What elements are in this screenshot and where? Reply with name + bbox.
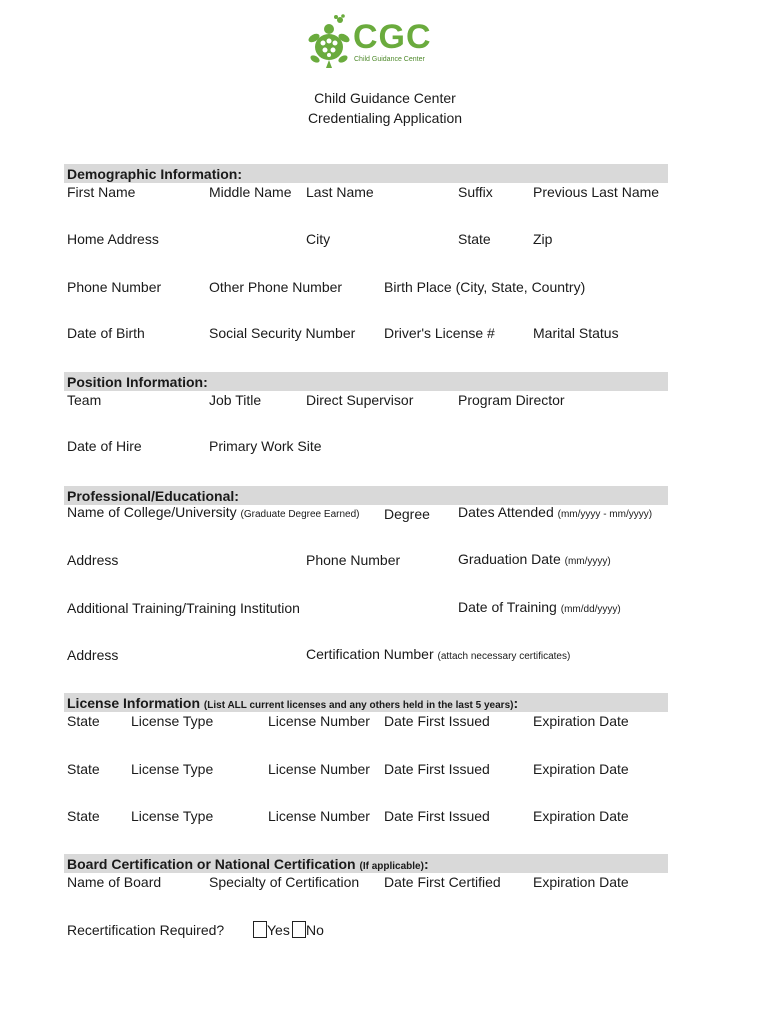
suffix-label: Suffix bbox=[458, 184, 493, 200]
home-address-label: Home Address bbox=[67, 231, 159, 247]
license-title-note: (List ALL current licenses and any others held in the last 5 years) bbox=[203, 700, 514, 711]
date-of-birth-label: Date of Birth bbox=[67, 325, 145, 341]
license-type-label: License Type bbox=[131, 761, 214, 777]
section-title-professional: Professional/Educational: bbox=[67, 488, 239, 504]
team-label: Team bbox=[67, 392, 102, 408]
license-type-label: License Type bbox=[131, 808, 214, 824]
section-title-board bbox=[67, 856, 429, 875]
direct-supervisor-label: Direct Supervisor bbox=[306, 392, 414, 408]
license-number-label: License Number bbox=[268, 713, 370, 729]
other-phone-label: Other Phone Number bbox=[209, 279, 343, 295]
certification-number-note: (attach necessary certificates) bbox=[437, 651, 571, 662]
board-title-colon: : bbox=[423, 856, 429, 872]
recert-yes-label: Yes bbox=[267, 922, 290, 938]
name-of-board-label: Name of Board bbox=[67, 874, 162, 890]
recert-yes-checkbox[interactable] bbox=[253, 921, 267, 938]
first-name-label: First Name bbox=[67, 184, 136, 200]
state-label: State bbox=[458, 231, 491, 247]
turtle-logo-icon bbox=[306, 14, 354, 72]
marital-status-label: Marital Status bbox=[533, 325, 619, 341]
license-title-text: License Information bbox=[67, 695, 201, 711]
last-name-label: Last Name bbox=[306, 184, 374, 200]
graduation-date-text: Graduation Date bbox=[458, 551, 561, 567]
program-director-label: Program Director bbox=[458, 392, 565, 408]
license-date-issued-label: Date First Issued bbox=[384, 713, 490, 729]
form-title: Credentialing Application bbox=[307, 110, 463, 126]
phone-number-label: Phone Number bbox=[67, 279, 162, 295]
board-title-note: (If applicable) bbox=[359, 861, 424, 872]
dates-attended-label bbox=[458, 504, 652, 523]
previous-last-name-label: Previous Last Name bbox=[533, 184, 660, 200]
license-expiration-label: Expiration Date bbox=[533, 713, 629, 729]
license-expiration-label: Expiration Date bbox=[533, 808, 629, 824]
degree-label: Degree bbox=[384, 506, 430, 522]
city-label: City bbox=[306, 231, 331, 247]
college-label bbox=[67, 504, 359, 523]
logo bbox=[306, 14, 436, 74]
dates-attended-note: (mm/yyyy - mm/yyyy) bbox=[557, 509, 653, 520]
license-date-issued-label: Date First Issued bbox=[384, 761, 490, 777]
specialty-label: Specialty of Certification bbox=[209, 874, 360, 890]
recert-no-checkbox[interactable] bbox=[292, 921, 306, 938]
training-address-label: Address bbox=[67, 647, 119, 663]
college-label-note: (Graduate Degree Earned) bbox=[240, 509, 360, 520]
logo-tagline: Child Guidance Center bbox=[354, 56, 425, 63]
license-type-label: License Type bbox=[131, 713, 214, 729]
recertification-label: Recertification Required? bbox=[67, 922, 225, 938]
dates-attended-text: Dates Attended bbox=[458, 504, 554, 520]
graduation-date-note: (mm/yyyy) bbox=[564, 556, 611, 567]
date-of-training-note: (mm/dd/yyyy) bbox=[560, 604, 621, 615]
section-title-demographic: Demographic Information: bbox=[67, 166, 243, 182]
license-number-label: License Number bbox=[268, 808, 370, 824]
section-title-license bbox=[67, 695, 518, 714]
board-title-text: Board Certification or National Certification bbox=[67, 856, 356, 872]
additional-training-label: Additional Training/Training Institution bbox=[67, 600, 300, 616]
ssn-label: Social Security Number bbox=[209, 325, 356, 341]
org-title: Child Guidance Center bbox=[314, 90, 456, 106]
logo-brand: CGC bbox=[353, 18, 432, 56]
middle-name-label: Middle Name bbox=[209, 184, 292, 200]
college-address-label: Address bbox=[67, 552, 119, 568]
certification-number-text: Certification Number bbox=[306, 646, 434, 662]
license-date-issued-label: Date First Issued bbox=[384, 808, 490, 824]
license-state-label: State bbox=[67, 761, 100, 777]
date-of-training-text: Date of Training bbox=[458, 599, 557, 615]
drivers-license-label: Driver's License # bbox=[384, 325, 495, 341]
job-title-label: Job Title bbox=[209, 392, 262, 408]
license-title-colon: : bbox=[513, 695, 519, 711]
board-expiration-label: Expiration Date bbox=[533, 874, 629, 890]
certification-number-label bbox=[306, 646, 570, 665]
primary-work-site-label: Primary Work Site bbox=[209, 438, 322, 454]
birth-place-label: Birth Place (City, State, Country) bbox=[384, 279, 586, 295]
college-phone-label: Phone Number bbox=[306, 552, 401, 568]
college-label-text: Name of College/University bbox=[67, 504, 237, 520]
zip-label: Zip bbox=[533, 231, 553, 247]
license-expiration-label: Expiration Date bbox=[533, 761, 629, 777]
license-number-label: License Number bbox=[268, 761, 370, 777]
date-first-certified-label: Date First Certified bbox=[384, 874, 501, 890]
license-state-label: State bbox=[67, 713, 100, 729]
section-title-position: Position Information: bbox=[67, 374, 208, 390]
recert-no-label: No bbox=[306, 922, 324, 938]
date-of-training-label bbox=[458, 599, 621, 618]
graduation-date-label bbox=[458, 551, 611, 570]
license-state-label: State bbox=[67, 808, 100, 824]
date-of-hire-label: Date of Hire bbox=[67, 438, 142, 454]
